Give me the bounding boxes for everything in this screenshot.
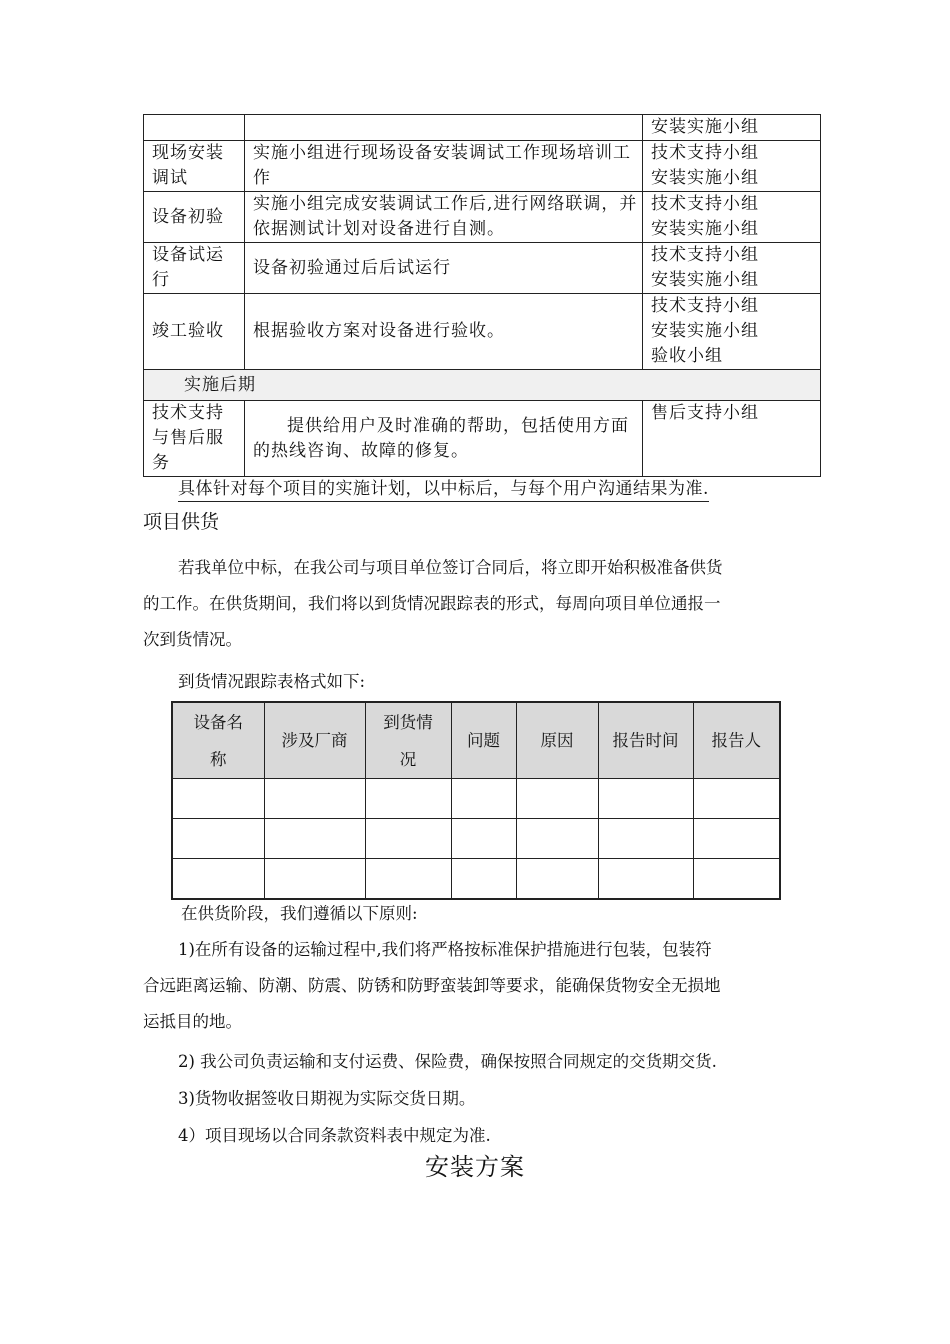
table-row	[172, 779, 780, 819]
header-reporter: 报告人	[693, 702, 780, 779]
table-row	[144, 115, 821, 141]
implementation-note: 具体针对每个项目的实施计划，以中标后，与每个用户沟通结果为准.	[178, 478, 709, 502]
phase-cell: 设备试运行	[144, 243, 245, 294]
team-cell: 技术支持小组 安装实施小组 验收小组	[643, 294, 821, 370]
principle-4: 4）项目现场以合同条款资料表中规定为准.	[178, 1126, 491, 1145]
team-cell: 安装实施小组	[643, 115, 821, 141]
phase-cell: 设备初验	[144, 192, 245, 243]
table-row	[144, 192, 821, 243]
content-cell: 设备初验通过后后试运行	[245, 243, 643, 294]
table-row	[172, 859, 780, 900]
content-cell: 根据验收方案对设备进行验收。	[245, 294, 643, 370]
principles-intro: 在供货阶段，我们遵循以下原则:	[181, 904, 418, 923]
content-cell: 提供给用户及时准确的帮助，包括使用方面的热线咨询、故障的修复。	[245, 401, 643, 477]
content-cell: 实施小组完成安装调试工作后,进行网络联调，并依据测试计划对设备进行自测。	[245, 192, 643, 243]
section-row	[144, 370, 821, 401]
header-reason: 原因	[516, 702, 598, 779]
phase-cell	[144, 115, 245, 141]
header-report-time: 报告时间	[598, 702, 693, 779]
principle-1: 1)在所有设备的运输过程中,我们将严格按标准保护措施进行包装，包装符 合远距离运输、防潮、防震、防锈和防野蛮装卸等要求，能确保货物安全无损地 运抵目的地。	[143, 940, 721, 1031]
table-row	[172, 819, 780, 859]
section-heading-supply: 项目供货	[143, 511, 220, 533]
header-device-name: 设备名 称	[172, 702, 264, 779]
phase-cell: 现场安装调试	[144, 141, 245, 192]
section-label: 实施后期	[144, 370, 821, 401]
delivery-tracking-table	[171, 701, 781, 900]
table-header-row	[172, 702, 780, 779]
content-cell	[245, 115, 643, 141]
content-cell: 实施小组进行现场设备安装调试工作现场培训工作	[245, 141, 643, 192]
principle-3: 3)货物收据签收日期视为实际交货日期。	[178, 1089, 476, 1108]
team-cell: 技术支持小组 安装实施小组	[643, 192, 821, 243]
phase-cell: 技术支持与售后服务	[144, 401, 245, 477]
section-heading-install: 安装方案	[425, 1153, 525, 1181]
header-arrival-status: 到货情 况	[365, 702, 451, 779]
table-row	[144, 294, 821, 370]
principle-2: 2) 我公司负责运输和支付运费、保险费，确保按照合同规定的交货期交货.	[178, 1052, 717, 1071]
team-cell: 技术支持小组 安装实施小组	[643, 243, 821, 294]
team-cell: 技术支持小组 安装实施小组	[643, 141, 821, 192]
phase-cell: 竣工验收	[144, 294, 245, 370]
header-vendor: 涉及厂商	[264, 702, 365, 779]
table-caption: 到货情况跟踪表格式如下:	[178, 672, 366, 691]
header-issue: 问题	[451, 702, 516, 779]
implementation-schedule-table	[143, 114, 821, 477]
table-row	[144, 243, 821, 294]
table-row	[144, 141, 821, 192]
team-cell: 售后支持小组	[643, 401, 821, 477]
table-row	[144, 401, 821, 477]
supply-intro: 若我单位中标，在我公司与项目单位签订合同后，将立即开始积极准备供货 的工作。在供货期间，我们将以到货情况跟踪表的形式，每周向项目单位通报一 次到货情况。	[143, 558, 723, 649]
